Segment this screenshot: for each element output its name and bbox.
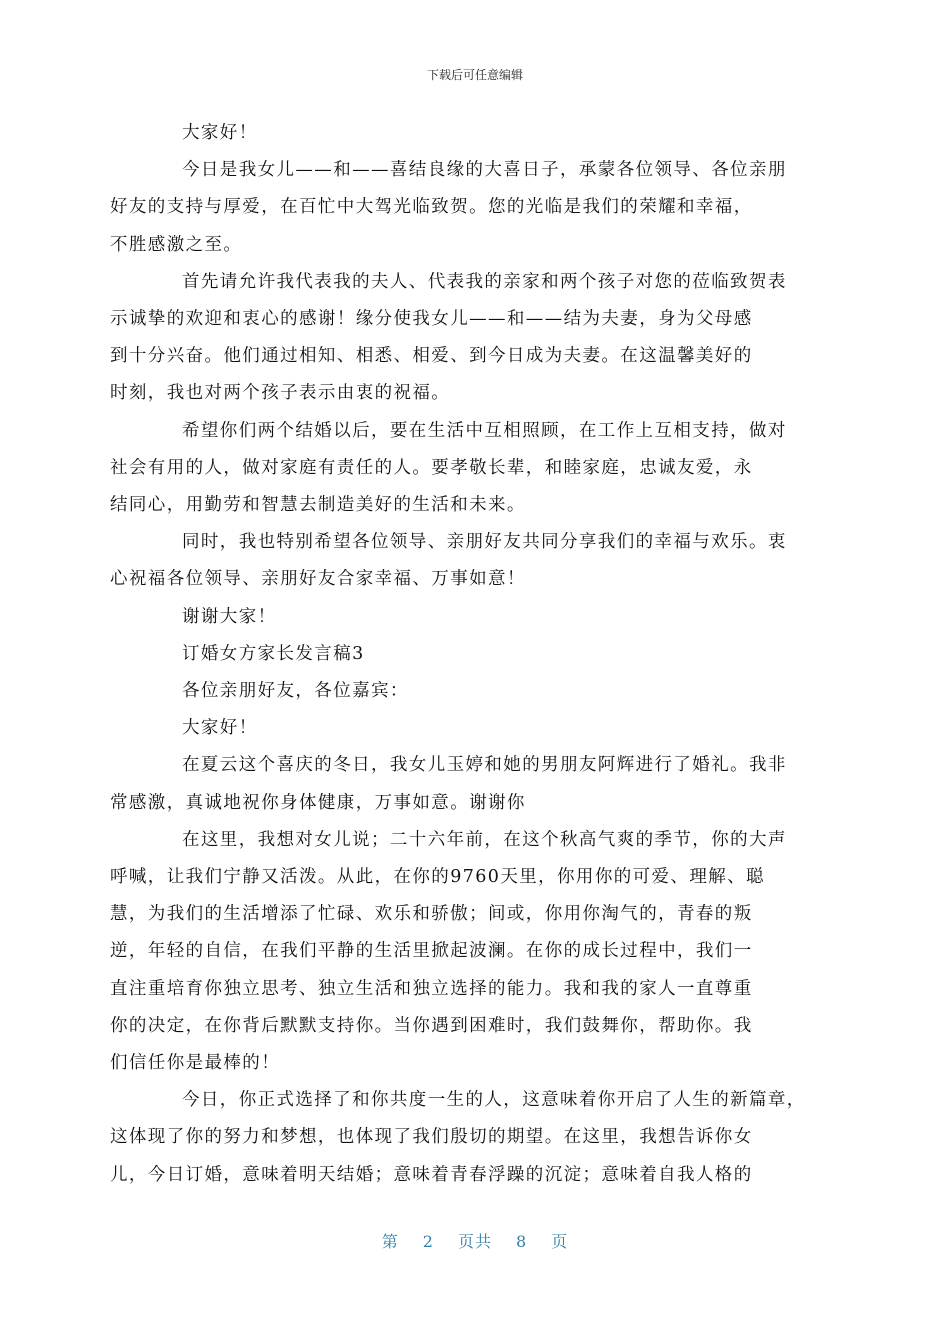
paragraph-line: 这体现了你的努力和梦想，也体现了我们殷切的期望。在这里，我想告诉你女: [110, 1127, 753, 1148]
paragraph-line: 好友的支持与厚爱，在百忙中大驾光临致贺。您的光临是我们的荣耀和幸福，: [110, 197, 753, 218]
paragraph-line: 呼喊，让我们宁静又活泼。从此，在你的9760天里，你用你的可爱、理解、聪: [110, 867, 765, 888]
paragraph-line: 在夏云这个喜庆的冬日，我女儿玉婷和她的男朋友阿辉进行了婚礼。我非: [182, 755, 787, 776]
paragraph-line: 今日是我女儿——和——喜结良缘的大喜日子，承蒙各位领导、各位亲朋: [182, 160, 787, 181]
paragraph: [110, 822, 806, 1082]
paragraph: [110, 152, 806, 264]
paragraph-line: 心祝福各位领导、亲朋好友合家幸福、万事如意！: [110, 569, 526, 590]
paragraph-line: 希望你们两个结婚以后，要在生活中互相照顾，在工作上互相支持，做对: [182, 420, 787, 441]
paragraph: [146, 710, 806, 747]
paragraph: [146, 115, 806, 152]
paragraph-line: 大家好！: [182, 718, 258, 739]
paragraph-line: 今日，你正式选择了和你共度一生的人，这意味着你开启了人生的新篇章，: [182, 1090, 806, 1111]
paragraph-line: 同时，我也特别希望各位领导、亲朋好友共同分享我们的幸福与欢乐。衷: [182, 532, 787, 553]
paragraph: [146, 673, 806, 710]
paragraph-line: 逆，年轻的自信，在我们平静的生活里掀起波澜。在你的成长过程中，我们一: [110, 941, 753, 962]
paragraph: [110, 747, 806, 821]
footer-total-pages: 8: [516, 1232, 528, 1251]
paragraph-line: 时刻，我也对两个孩子表示由衷的祝福。: [110, 383, 451, 404]
paragraph-line: 谢谢大家！: [182, 606, 277, 627]
paragraph: [110, 413, 806, 525]
paragraph-line: 常感激，真诚地祝你身体健康，万事如意。谢谢你: [110, 792, 526, 813]
footer-page-suffix: 页: [551, 1232, 569, 1251]
paragraph-line: 示诚挚的欢迎和衷心的感谢！缘分使我女儿——和——结为夫妻，身为父母感: [110, 309, 753, 330]
paragraph-line: 社会有用的人，做对家庭有责任的人。要孝敬长辈，和睦家庭，忠诚友爱，永: [110, 457, 753, 478]
paragraph: [146, 636, 806, 673]
paragraph-line: 到十分兴奋。他们通过相知、相悉、相爱、到今日成为夫妻。在这温馨美好的: [110, 346, 753, 367]
footer-page-label: 第: [381, 1232, 399, 1251]
footer-page-number: 2: [422, 1232, 434, 1251]
paragraph-line: 订婚女方家长发言稿3: [182, 643, 365, 664]
paragraph-line: 你的决定，在你背后默默支持你。当你遇到困难时，我们鼓舞你，帮助你。我: [110, 1015, 753, 1036]
paragraph-line: 首先请允许我代表我的夫人、代表我的亲家和两个孩子对您的莅临致贺表: [182, 271, 787, 292]
paragraph: [110, 264, 806, 413]
paragraph: [110, 1082, 806, 1194]
paragraph-line: 直注重培育你独立思考、独立生活和独立选择的能力。我和我的家人一直尊重: [110, 978, 753, 999]
paragraph-line: 慧，为我们的生活增添了忙碌、欢乐和骄傲；间或，你用你淘气的，青春的叛: [110, 904, 753, 925]
paragraph-line: 在这里，我想对女儿说；二十六年前，在这个秋高气爽的季节，你的大声: [182, 829, 787, 850]
paragraph-line: 们信任你是最棒的！: [110, 1053, 281, 1074]
paragraph-line: 儿，今日订婚，意味着明天结婚；意味着青春浮躁的沉淀；意味着自我人格的: [110, 1164, 753, 1185]
page-header: 下载后可任意编辑: [426, 68, 523, 82]
document-body: [110, 115, 806, 1194]
paragraph: [110, 524, 806, 598]
page-footer: [0, 1229, 950, 1252]
paragraph-line: 各位亲朋好友，各位嘉宾：: [182, 681, 409, 702]
paragraph-line: 大家好！: [182, 123, 258, 143]
paragraph-line: 不胜感激之至。: [110, 234, 243, 255]
paragraph-line: 结同心，用勤劳和智慧去制造美好的生活和未来。: [110, 495, 526, 516]
footer-of-label: 页共: [457, 1232, 492, 1251]
paragraph: [146, 599, 806, 636]
